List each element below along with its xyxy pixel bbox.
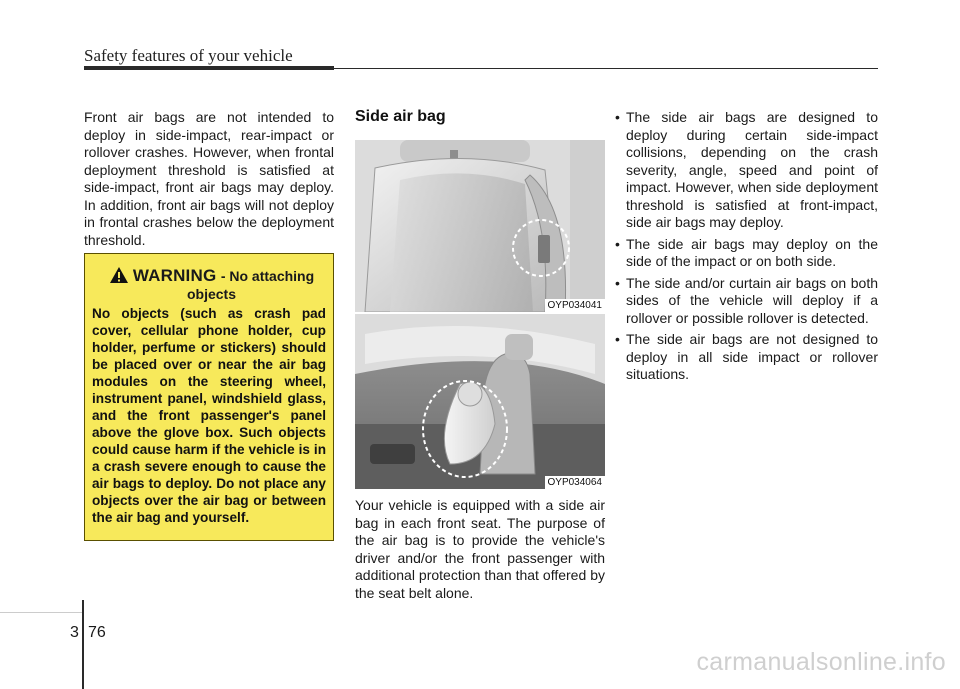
watermark: carmanualsonline.info <box>696 648 946 676</box>
list-item: • The side air bags are designed to deploy during certain side-impact collisions, depending on the crash severity, angle, speed and point of impact. However, when side deployment threshold is satisfied at front-impact, side air bags may deploy. <box>615 109 878 230</box>
cabin-illustration <box>355 314 605 489</box>
warning-subtitle: - No attaching objects <box>186 268 315 302</box>
section-heading: Side air bag <box>355 108 446 125</box>
warning-triangle-icon <box>109 266 129 284</box>
figure-code-2: OYP034064 <box>545 476 606 489</box>
list-item: • The side and/or curtain air bags on both sides of the vehicle will deploy if a rollover or possible rollover is detected. <box>615 274 878 326</box>
intro-paragraph: Front air bags are not intended to deploy in side-impact, rear-impact or rollover crashes. However, when frontal deployment threshold is satisfied at side-impact, front air bags may deploy. In addition, front air bags will not deploy in frontal crashes below the deployment threshold. <box>84 109 334 248</box>
page-section-number: 3 <box>70 624 79 641</box>
bullet-list-column <box>612 109 878 388</box>
page-number: 76 <box>88 624 106 641</box>
header-title: Safety features of your vehicle <box>84 46 293 65</box>
warning-body: No objects (such as crash pad cover, cellular phone holder, cup holder, perfume or stickers) should be placed over or near the air bag modules on the steering wheel, instrument panel, windshield glass, and the front passenger's panel above the glove box. Such objects could cause harm if the vehicle is in a crash severe enough to cause the air bags to deploy. Do not place any objects over the air bag or between the air bag and yourself. <box>92 306 326 525</box>
seat-illustration <box>355 140 605 312</box>
warning-title: WARNING <box>132 266 217 285</box>
header-rule-thick <box>84 66 334 70</box>
warning-box <box>84 253 334 541</box>
list-item: • The side air bags are not designed to deploy in all side impact or rollover situations. <box>615 331 878 382</box>
figure-code-1: OYP034041 <box>545 299 606 312</box>
list-item: • The side air bags may deploy on the side of the impact or on both side. <box>615 235 878 269</box>
cabin-side-airbag-figure <box>355 314 605 489</box>
header-rule-thin <box>334 68 878 69</box>
warning-header <box>99 266 324 304</box>
side-airbag-paragraph: Your vehicle is equipped with a side air bag in each front seat. The purpose of the air bag is to provide the vehicle's driver and/or the front passenger with additional protection than that offered by the seat belt alone. <box>355 497 605 601</box>
footer-rule-h <box>0 612 82 613</box>
seat-side-airbag-figure <box>355 140 605 312</box>
footer-rule <box>82 600 84 689</box>
bullet-list <box>612 109 878 384</box>
